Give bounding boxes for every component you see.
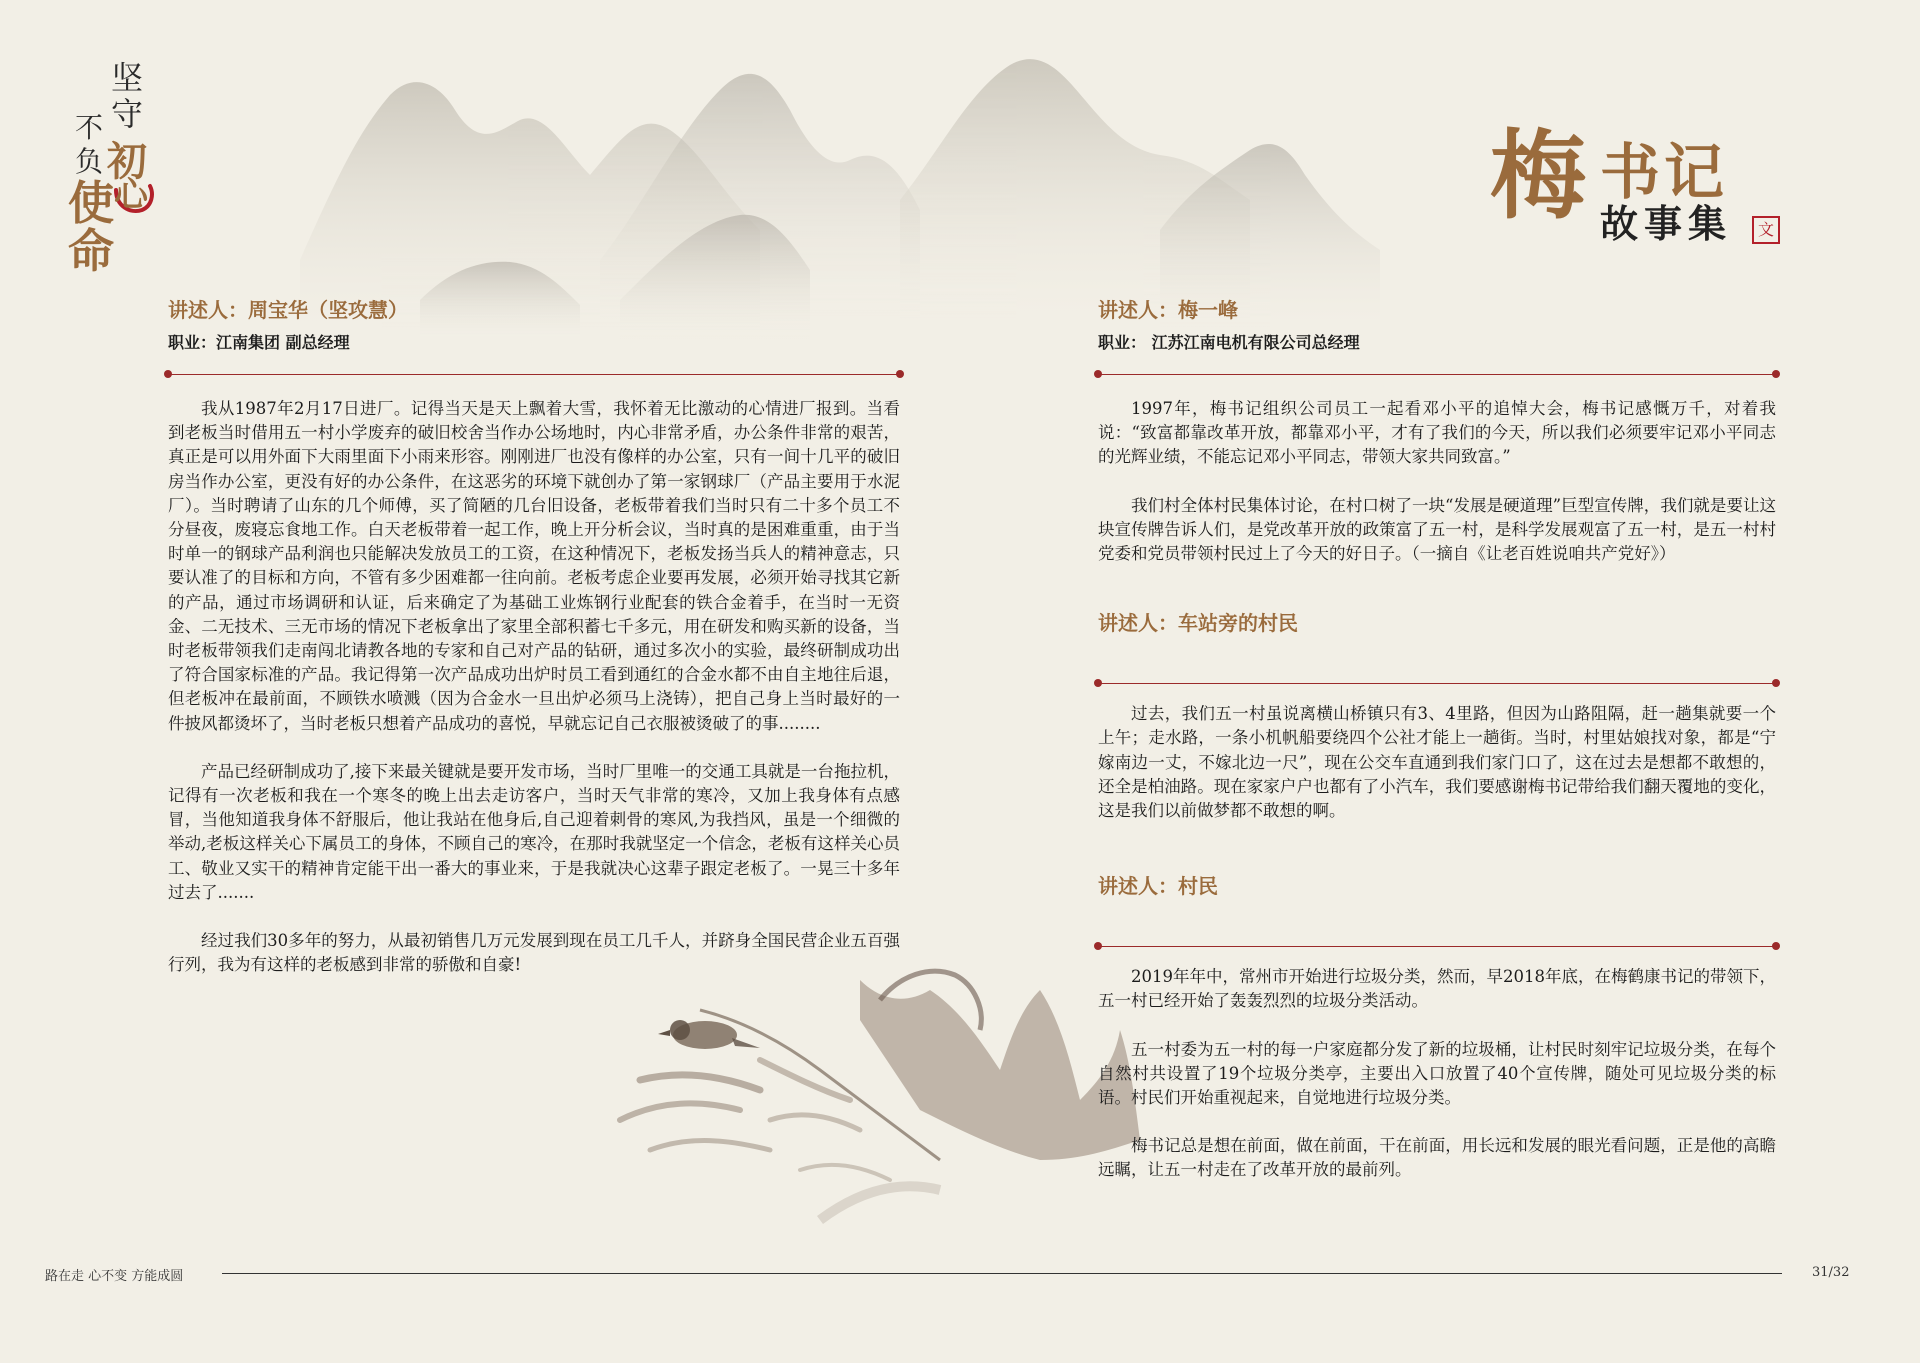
left-column	[168, 295, 900, 977]
story-paragraph: 五一村委为五一村的每一户家庭都分发了新的垃圾桶，让村民时刻牢记垃圾分类，在每个自然村共设置了19个垃圾分类亭，主要出入口放置了40个宣传牌，随处可见垃圾分类的标语。村民们开始重视起来，自觉地进行垃圾分类。	[1098, 1039, 1776, 1108]
logo-char: 使	[68, 176, 114, 230]
story-paragraph: 1997年，梅书记组织公司员工一起看邓小平的追悼大会，梅书记感慨万千，对着我说：“致富都靠改革开放，都靠邓小平，才有了我们的今天，所以我们必须要牢记邓小平同志的光辉业绩，不能忘记邓小平同志，带领大家共同致富。”	[1098, 399, 1776, 467]
page-title-secondary: 书记	[1600, 138, 1728, 208]
narrator-heading: 讲述人：周宝华（坚攻慧）	[168, 298, 408, 322]
story-paragraph: 梅书记总是想在前面，做在前面，干在前面，用长远和发展的眼光看问题，正是他的高瞻远瞩，让五一村走在了改革开放的最前列。	[1098, 1136, 1776, 1180]
job-title: 职业：江南集团 副总经理	[168, 333, 350, 352]
narrator-heading: 讲述人：村民	[1098, 874, 1218, 899]
page-title-main: 梅	[1490, 119, 1586, 232]
right-column	[1098, 295, 1776, 1183]
story-paragraph: 产品已经研制成功了,接下来最关键就是要开发市场，当时厂里唯一的交通工具就是一台拖拉机，记得有一次老板和我在一个寒冬的晚上出去走访客户，当时天气非常的寒冷，又加上我身体有点感冒，当他知道我身体不舒服后，他让我站在他身后,自己迎着刺骨的寒风,为我挡风，虽是一个细微的举动,老板这样关心下属员工的身体，不顾自己的寒冷，在那时我就坚定一个信念，老板有这样关心员工、敬业又实干的精神肯定能干出一番大的事业来，于是我就决心这辈子跟定老板了。一晃三十多年过去了.......	[168, 761, 900, 902]
red-seal-stamp: 文	[1752, 216, 1780, 244]
story-paragraph: 2019年年中，常州市开始进行垃圾分类，然而，早2018年底，在梅鹤康书记的带领下，五一村已经开始了轰轰烈烈的垃圾分类活动。	[1098, 967, 1776, 1011]
logo-char: 命	[68, 224, 114, 278]
logo-char: 心	[114, 175, 148, 215]
narrator-heading: 讲述人：车站旁的村民	[1098, 611, 1298, 636]
divider-rule	[1098, 374, 1776, 375]
logo-char: 守	[111, 95, 144, 133]
divider-rule	[1098, 946, 1776, 947]
logo-char: 坚	[111, 59, 144, 97]
page-number: 31/32	[1812, 1265, 1850, 1280]
footer-rule	[222, 1273, 1782, 1274]
story-paragraph: 我从1987年2月17日进厂。记得当天是天上飘着大雪，我怀着无比激动的心情进厂报到。当看到老板当时借用五一村小学废弃的破旧校舍当作办公场地时，内心非常矛盾，办公条件非常的艰苦，真正是可以用外面下大雨里面下小雨来形容。刚刚进厂也没有像样的办公室，只有一间十几平的破旧房当作办公室，更没有好的办公条件，在这恶劣的环境下就创办了第一家钢球厂（产品主要用于水泥厂）。当时聘请了山东的几个师傅，买了简陋的几台旧设备，老板带着我们当时只有二十多个员工不分昼夜，废寝忘食地工作。白天老板带着一起工作，晚上开分析会议，当时真的是困难重重，由于当时单一的钢球产品利润也只能解决发放员工的工资，在这种情况下，老板发扬当兵人的精神意志，只要认准了的目标和方向，不管有多少困难都一往向前。老板考虑企业要再发展，必须开始寻找其它新的产品，通过市场调研和认证，后来确定了为基础工业炼钢行业配套的铁合金着手，在当时一无资金、二无技术、三无市场的情况下老板拿出了家里全部积蓄七千多元，用在研发和购买新的设备，当时老板带领我们走南闯北请教各地的专家和自己对产品的钻研，通过多次小的实验，最终研制成功出了符合国家标准的产品。我记得第一次产品成功出炉时员工看到通红的合金水都不由自主地往后退，但老板冲在最前面，不顾铁水喷溅（因为合金水一旦出炉必须马上浇铸），把自己身上当时最好的一件披风都烫坏了，当时老板只想着产品成功的喜悦，早就忘记自己衣服被烫破了的事........	[168, 399, 900, 733]
story-paragraph: 我们村全体村民集体讨论，在村口树了一块“发展是硬道理”巨型宣传牌，我们就是要让这块宣传牌告诉人们，是党改革开放的政策富了五一村，是科学发展观富了五一村，是五一村村党委和党员带领村民过上了今天的好日子。（一摘自《让老百姓说咱共产党好》）	[1098, 495, 1776, 564]
narrator-heading: 讲述人：梅一峰	[1098, 298, 1238, 322]
bird-bamboo-painting	[620, 971, 1140, 1220]
logo-char: 负	[75, 145, 104, 178]
footer-slogan: 路在走 心不变 方能成圆	[45, 1269, 184, 1284]
story-paragraph: 经过我们30多年的努力，从最初销售几万元发展到现在员工几千人，并跻身全国民营企业五百强行列，我为有这样的老板感到非常的骄傲和自豪!	[168, 931, 900, 975]
divider-rule	[168, 374, 900, 375]
job-title: 职业： 江苏江南电机有限公司总经理	[1098, 333, 1360, 352]
logo-char: 不	[75, 111, 104, 144]
page-subtitle: 故事集	[1600, 201, 1733, 246]
story-paragraph: 过去，我们五一村虽说离横山桥镇只有3、4里路，但因为山路阻隔，赶一趟集就要一个上午；走水路，一条小机帆船要绕四个公社才能上一趟街。当时，村里姑娘找对象，都是“宁嫁南边一丈，不嫁北边一尺”，现在公交车直通到我们家门口了，这在过去是想都不敢想的，还全是柏油路。现在家家户户也都有了小汽车，我们要感谢梅书记带给我们翻天覆地的变化，这是我们以前做梦都不敢想的啊。	[1098, 704, 1776, 821]
logo-char: 初	[107, 138, 147, 185]
divider-rule	[1098, 683, 1776, 684]
